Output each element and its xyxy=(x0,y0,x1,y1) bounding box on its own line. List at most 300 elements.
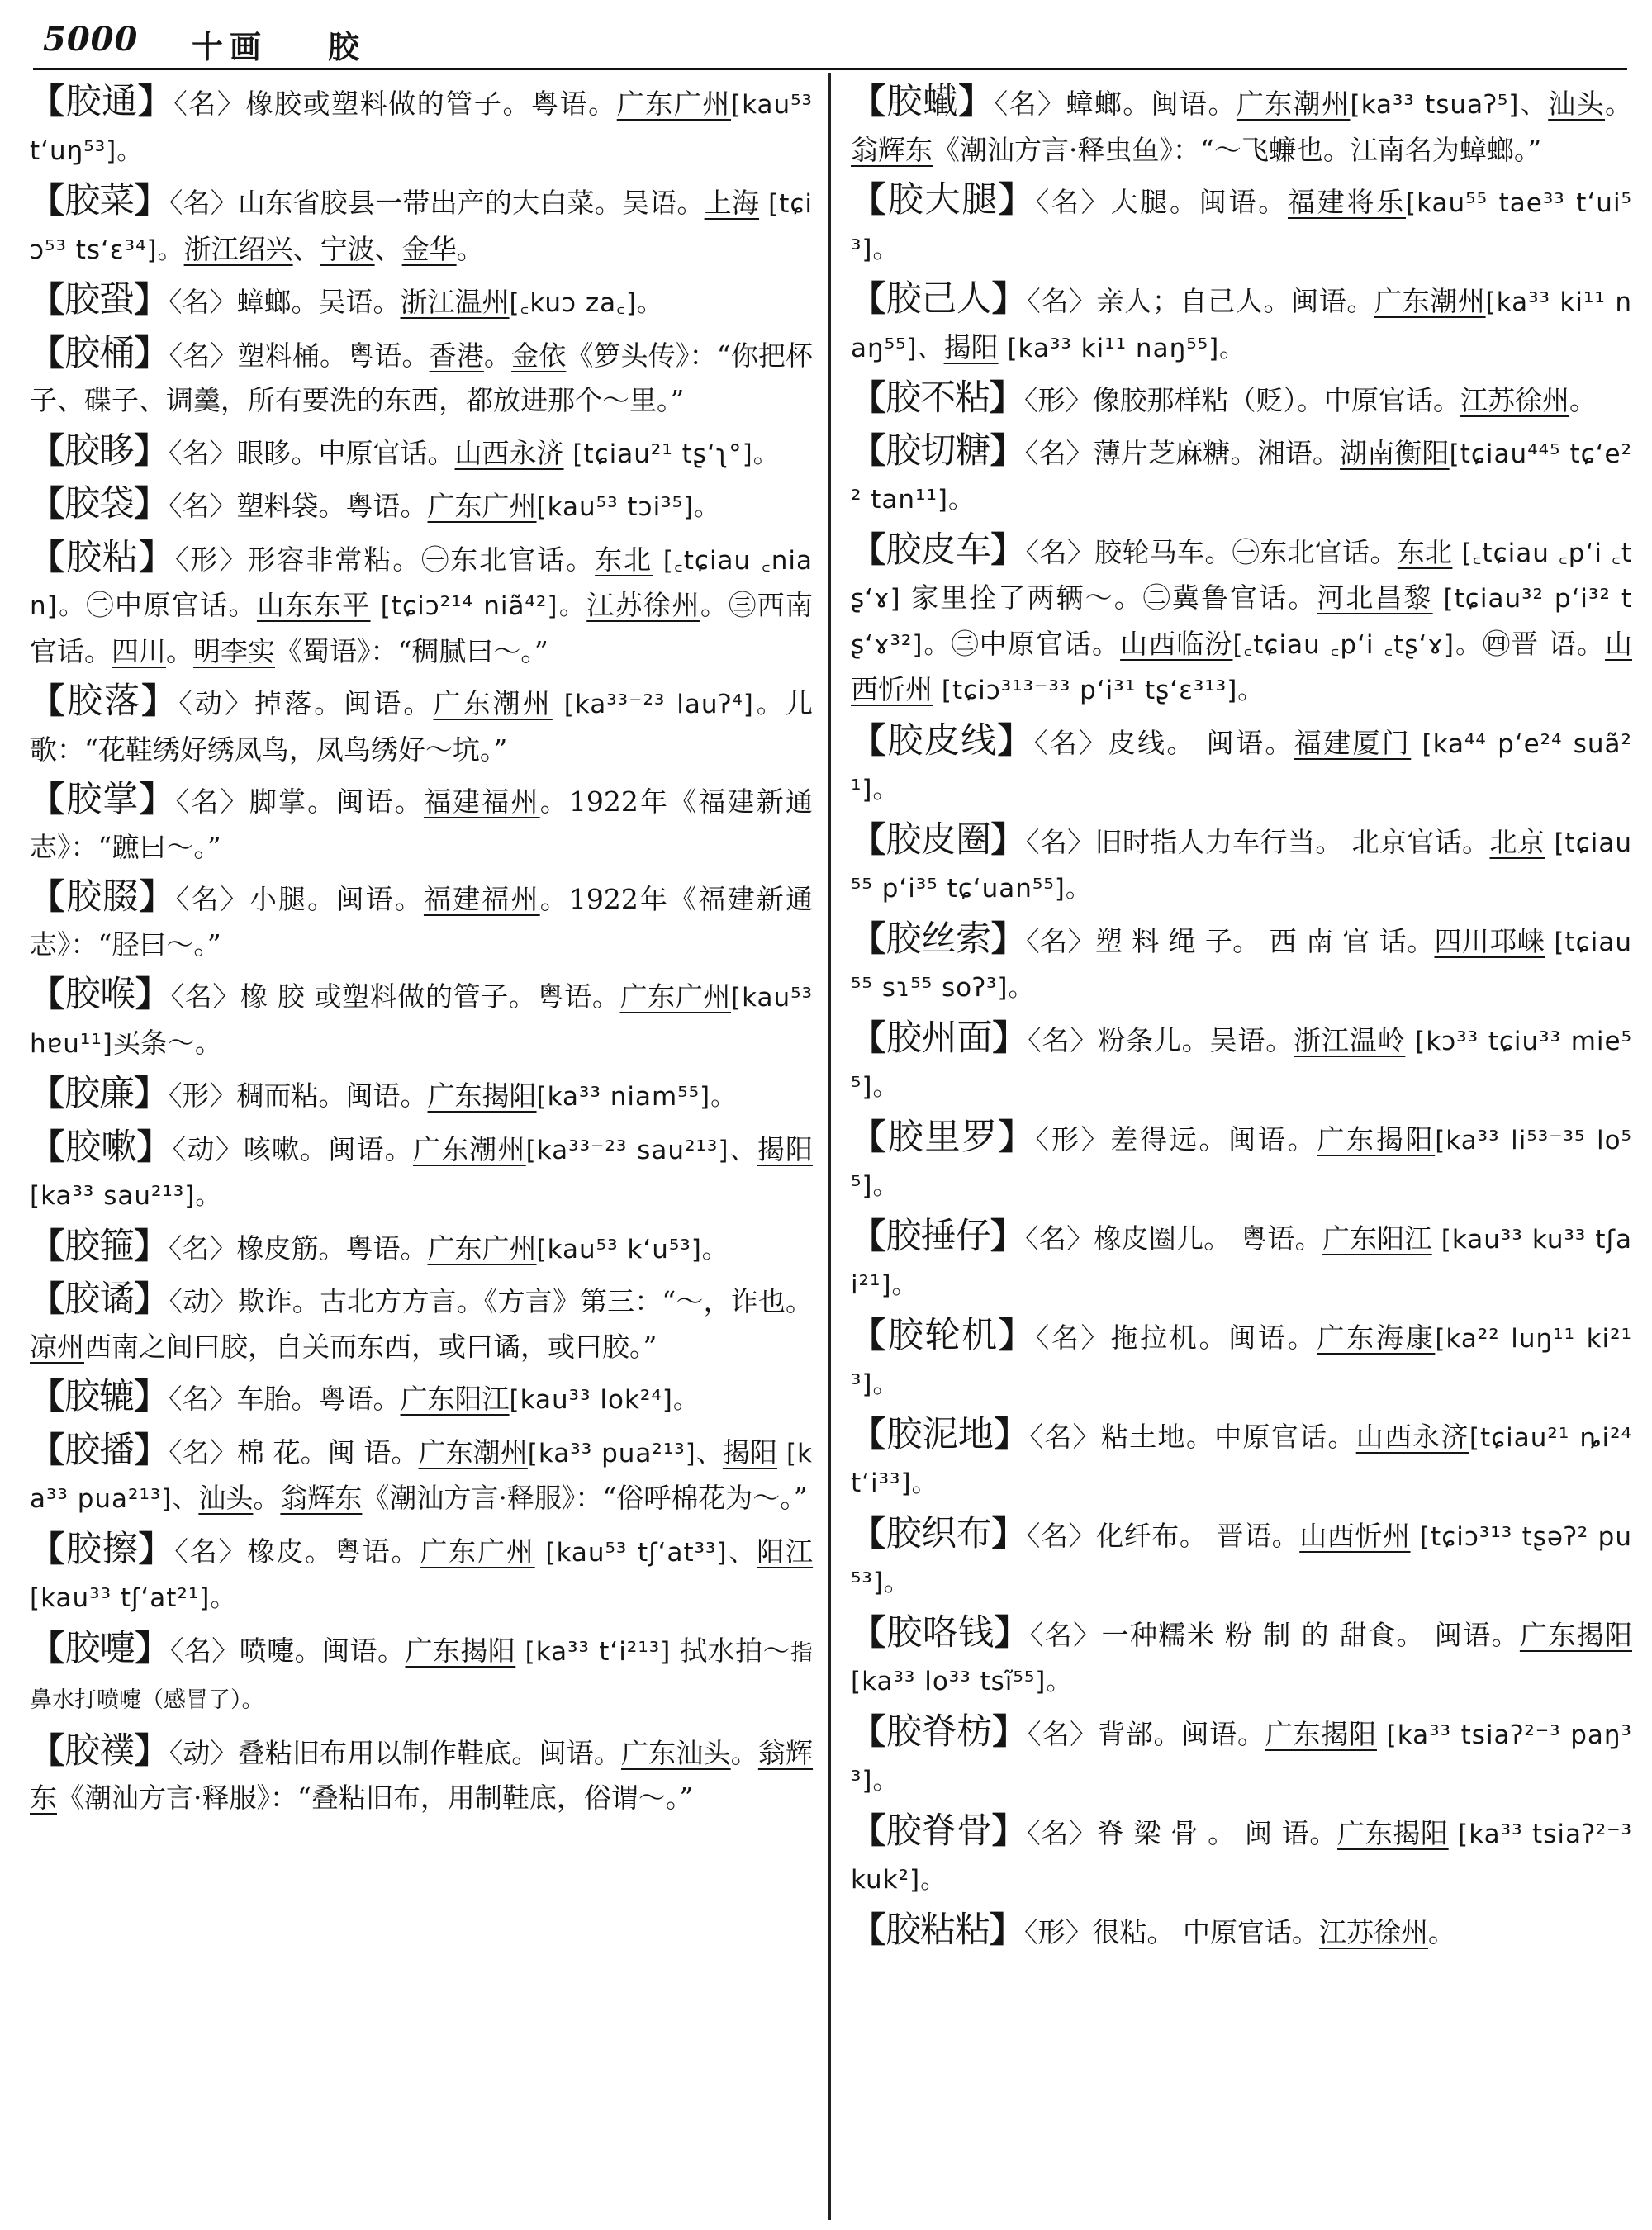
header-rule xyxy=(33,68,1627,70)
close-bracket: 】 xyxy=(992,1017,1028,1058)
entry-headword: 胶皮圈 xyxy=(885,818,991,861)
dictionary-entry xyxy=(851,178,1632,272)
pronunciation: [ka³³ tsuaʔ⁵]、 xyxy=(1350,90,1549,120)
definition-text: 塑料袋。粤语。 xyxy=(236,490,428,522)
place-name: 广东潮州 xyxy=(418,1435,528,1468)
place-name: 江苏徐州 xyxy=(1460,384,1570,416)
place-name: 香港 xyxy=(429,339,484,372)
part-of-speech: 〈名〉 xyxy=(1028,1717,1098,1750)
open-bracket: 【 xyxy=(851,529,886,570)
pronunciation: [kau⁵⁵ tae³³ t‘ui⁵³]。 xyxy=(851,188,1632,264)
entry-headword: 胶粘 xyxy=(65,536,139,578)
open-bracket: 【 xyxy=(851,278,886,319)
place-name: 山西永济 xyxy=(454,436,564,469)
dictionary-entry xyxy=(851,1710,1632,1804)
open-bracket: 【 xyxy=(851,1710,886,1752)
place-name: 广东广州 xyxy=(616,88,731,120)
definition-text: 胶轮马车。㊀东北官话。 xyxy=(1094,535,1398,568)
place-name: 江苏徐州 xyxy=(1319,1915,1429,1948)
place-name: 浙江温岭 xyxy=(1294,1023,1406,1056)
definition-text: 买条～。 xyxy=(112,1026,222,1059)
definition-text: 。㊂西南官话。 xyxy=(30,589,814,667)
entry-headword: 胶皮车 xyxy=(885,529,991,571)
close-bracket: 】 xyxy=(990,918,1027,959)
definition-text: 。 xyxy=(730,1736,758,1769)
close-bracket: 】 xyxy=(139,779,176,819)
place-name: 金华 xyxy=(401,232,457,265)
place-name: 广东汕头 xyxy=(621,1736,731,1769)
pronunciation: [tɕiau⁵⁵ sɿ⁵⁵ soʔ³]。 xyxy=(851,927,1632,1003)
part-of-speech: 〈名〉 xyxy=(169,1231,237,1264)
close-bracket: 】 xyxy=(139,876,176,917)
dictionary-entry xyxy=(30,1626,813,1724)
place-name: 广东揭阳 xyxy=(427,1079,537,1112)
definition-text: 。 xyxy=(253,1482,281,1514)
entry-headword: 胶泥地 xyxy=(886,1413,995,1455)
dictionary-entry xyxy=(30,535,813,675)
open-bracket: 【 xyxy=(30,536,66,577)
entry-headword: 胶轮机 xyxy=(887,1314,999,1356)
entry-headword: 胶脊骨 xyxy=(885,1810,992,1852)
entry-headword: 胶谲 xyxy=(64,1279,135,1320)
pronunciation: [kau³³ lok²⁴]。 xyxy=(509,1385,700,1415)
gloss-note: 指鼻水打喷嚏（感冒了）。 xyxy=(30,1639,814,1713)
part-of-speech: 〈名〉 xyxy=(169,1634,240,1667)
close-bracket: 】 xyxy=(998,1314,1036,1355)
part-of-speech: 〈名〉 xyxy=(175,785,249,818)
close-bracket: 】 xyxy=(134,1376,169,1416)
open-bracket: 【 xyxy=(851,377,886,418)
close-bracket: 】 xyxy=(990,529,1026,570)
definition-text: 大腿。闽语。 xyxy=(1110,186,1288,218)
part-of-speech: 〈名〉 xyxy=(1029,1420,1101,1453)
close-bracket: 】 xyxy=(134,483,169,524)
dictionary-entry xyxy=(851,429,1632,523)
place-name: 福建福州 xyxy=(423,785,540,818)
part-of-speech: 〈名〉 xyxy=(1035,186,1111,218)
open-bracket: 【 xyxy=(30,681,68,721)
dictionary-entry xyxy=(30,777,813,870)
close-bracket: 】 xyxy=(990,818,1026,860)
entry-headword: 胶袋 xyxy=(64,483,135,524)
dictionary-entry xyxy=(851,1313,1632,1407)
definition-text: 橡胶或塑料做的管子。粤语。 xyxy=(245,88,617,120)
open-bracket: 【 xyxy=(30,429,65,471)
close-bracket: 】 xyxy=(990,377,1025,418)
place-name: 翁辉东 xyxy=(280,1482,363,1514)
pronunciation: [ka³³ sau²¹³]。 xyxy=(30,1181,222,1211)
part-of-speech: 〈名〉 xyxy=(1027,1816,1097,1849)
part-of-speech: 〈名〉 xyxy=(1026,924,1095,957)
definition-text: 化纤布。 晋语。 xyxy=(1096,1519,1300,1552)
place-name: 山西永济 xyxy=(1355,1420,1469,1453)
definition-text: 橡 胶 或塑料做的管子。粤语。 xyxy=(240,980,620,1013)
entry-headword: 胶嚏 xyxy=(64,1627,135,1669)
dictionary-entry xyxy=(851,1511,1632,1606)
left-column xyxy=(30,79,813,1826)
part-of-speech: 〈名〉 xyxy=(1024,436,1094,469)
definition-text: 家里拴了两辆～。㊁冀鲁官话。 xyxy=(900,581,1317,614)
entry-headword: 胶丝索 xyxy=(885,918,991,960)
entry-headword: 胶粘粘 xyxy=(885,1909,990,1951)
definition-text: 亲人；自己人。闽语。 xyxy=(1096,285,1375,317)
pronunciation: [tɕiɔ²¹⁴ niã⁴²]。 xyxy=(370,591,587,621)
close-bracket: 】 xyxy=(997,719,1034,761)
place-name: 福建将乐 xyxy=(1288,186,1406,218)
entry-headword: 胶襆 xyxy=(64,1729,135,1772)
open-bracket: 【 xyxy=(30,279,65,320)
definition-text: 差得远。闽语。 xyxy=(1110,1122,1317,1155)
pronunciation: [kau⁵³ tʃ‘at³³]、 xyxy=(534,1537,757,1568)
place-name: 四川邛崃 xyxy=(1434,924,1545,957)
close-bracket: 】 xyxy=(991,1512,1027,1554)
pronunciation: [tɕiau³² p‘i³² tʂ‘ɤ³²]。 xyxy=(851,584,1632,660)
definition-text: 很粘。 中原官话。 xyxy=(1092,1915,1320,1948)
open-bracket: 【 xyxy=(30,1528,66,1569)
place-name: 揭阳 xyxy=(943,330,999,363)
dictionary-entry xyxy=(30,278,813,326)
pronunciation: [kau³³ ku³³ tʃai²¹]。 xyxy=(851,1224,1632,1300)
definition-text: 像胶那样粘（贬）。中原官话。 xyxy=(1092,384,1461,416)
part-of-speech: 〈名〉 xyxy=(1035,1321,1111,1354)
open-bracket: 【 xyxy=(30,1279,65,1319)
open-bracket: 【 xyxy=(30,876,67,917)
dictionary-entry xyxy=(851,1412,1632,1506)
close-bracket: 】 xyxy=(991,278,1028,319)
open-bracket: 【 xyxy=(851,1611,887,1653)
entry-headword: 胶织布 xyxy=(885,1512,992,1554)
place-name: 山西忻州 xyxy=(1299,1519,1411,1552)
place-name: 北京 xyxy=(1489,825,1545,858)
part-of-speech: 〈形〉 xyxy=(174,543,249,576)
close-bracket: 】 xyxy=(994,1611,1030,1653)
entry-headword: 胶脊枋 xyxy=(885,1710,993,1753)
place-name: 阳江 xyxy=(757,1535,814,1568)
entry-headword: 胶眵 xyxy=(64,429,135,472)
open-bracket: 【 xyxy=(30,483,65,524)
place-name: 翁辉东 xyxy=(30,1736,814,1814)
definition-text: 拭水拍～ xyxy=(671,1634,791,1667)
open-bracket: 【 xyxy=(30,1126,66,1167)
definition-text: 《潮汕方言·释虫鱼》：“～飞蠊也。江南名为蟑螂。” xyxy=(933,133,1542,166)
place-name: 广东海康 xyxy=(1317,1321,1436,1354)
part-of-speech: 〈名〉 xyxy=(170,980,240,1013)
definition-text: 塑料桶。粤语。 xyxy=(237,339,430,372)
place-name: 明李实 xyxy=(193,634,275,667)
dictionary-entry xyxy=(30,482,813,530)
place-name: 金依 xyxy=(511,339,567,372)
close-bracket: 】 xyxy=(134,1429,169,1470)
pronunciation: [tɕiɔ⁵³ ts‘ɛ³⁴]。 xyxy=(30,189,814,265)
close-bracket: 】 xyxy=(138,536,175,577)
place-name: 广东阳江 xyxy=(400,1383,510,1415)
definition-text: 橡皮。粤语。 xyxy=(247,1535,420,1568)
place-name: 广东广州 xyxy=(420,1535,535,1568)
dictionary-entry xyxy=(30,429,813,477)
definition-text: 背部。闽语。 xyxy=(1097,1717,1265,1750)
open-bracket: 【 xyxy=(851,1017,886,1058)
entry-headword: 胶桶 xyxy=(64,332,135,374)
open-bracket: 【 xyxy=(851,179,888,220)
part-of-speech: 〈名〉 xyxy=(1028,1023,1099,1056)
close-bracket: 】 xyxy=(999,179,1036,220)
entry-headword: 胶喉 xyxy=(64,974,135,1015)
pronunciation: [ka³³⁻²³ sau²¹³]、 xyxy=(525,1135,757,1165)
place-name: 广东潮州 xyxy=(433,687,553,719)
dictionary-entry xyxy=(30,875,813,967)
open-bracket: 【 xyxy=(851,719,888,761)
close-bracket: 】 xyxy=(136,1126,173,1167)
entry-headword: 胶擦 xyxy=(65,1528,139,1570)
definition-text: 掉落。闽语。 xyxy=(254,687,434,719)
definition-text: ㊂中原官话。 xyxy=(951,627,1121,660)
pronunciation: [tɕiau²¹ tʂ‘ʅ°]。 xyxy=(563,439,780,469)
place-name: 东北 xyxy=(595,543,653,576)
definition-text: 小腿。闽语。 xyxy=(249,883,424,915)
place-name: 广东潮州 xyxy=(1374,285,1486,317)
index-character: 胶 xyxy=(328,28,360,65)
dictionary-entry xyxy=(851,917,1632,1011)
dictionary-entry xyxy=(30,79,813,173)
part-of-speech: 〈形〉 xyxy=(1024,1915,1093,1948)
definition-text: 脚掌。闽语。 xyxy=(249,785,424,818)
close-bracket: 】 xyxy=(990,1909,1025,1950)
dictionary-entry xyxy=(30,1527,813,1621)
place-name: 四川 xyxy=(112,634,166,667)
entry-headword: 胶廉 xyxy=(64,1073,135,1114)
place-name: 宁波 xyxy=(320,232,375,265)
definition-text: 粘土地。中原官话。 xyxy=(1100,1420,1356,1453)
pronunciation: [꜀kuɔ za꜀]。 xyxy=(509,288,663,318)
dictionary-entry xyxy=(30,1224,813,1273)
definition-text: 形容非常粘。㊀东北官话。 xyxy=(248,543,596,576)
open-bracket: 【 xyxy=(851,1810,886,1851)
pronunciation: [tɕiau⁵⁵ p‘i³⁵ tɕ‘uan⁵⁵]。 xyxy=(851,828,1633,904)
pronunciation: [ka⁴⁴ p‘e²⁴ suã²¹]。 xyxy=(851,728,1632,804)
place-name: 福建福州 xyxy=(423,883,540,915)
open-bracket: 【 xyxy=(30,1729,65,1771)
place-name: 上海 xyxy=(704,187,760,219)
close-bracket: 】 xyxy=(137,81,174,121)
open-bracket: 【 xyxy=(30,1225,65,1266)
page-header xyxy=(43,15,1629,63)
dictionary-entry xyxy=(851,376,1632,424)
pronunciation: [tɕiɔ³¹³⁻³³ p‘i³¹ tʂ‘ɛ³¹³]。 xyxy=(933,676,1265,705)
page-number: 5000 xyxy=(43,20,139,59)
definition-text: 。 xyxy=(1569,384,1597,416)
pronunciation: [ka³³ pua²¹³]、 xyxy=(30,1438,814,1514)
definition-text: 《潮汕方言·释服》：“俗呼棉花为～。” xyxy=(362,1482,808,1514)
dictionary-entry xyxy=(851,277,1632,371)
part-of-speech: 〈名〉 xyxy=(1025,535,1095,568)
entry-headword: 胶州面 xyxy=(885,1017,993,1059)
definition-text: 喷嚏。闽语。 xyxy=(239,1634,406,1667)
definition-text: 。1922年《福建新通志》：“蹠曰～。” xyxy=(30,785,813,863)
place-name: 广东广州 xyxy=(427,490,537,522)
place-name: 湖南衡阳 xyxy=(1340,436,1450,469)
open-bracket: 【 xyxy=(30,81,66,121)
definition-text: 蟑螂。吴语。 xyxy=(236,286,401,318)
part-of-speech: 〈名〉 xyxy=(1025,825,1095,858)
place-name: 揭阳 xyxy=(722,1435,778,1468)
place-name: 广东揭阳 xyxy=(1337,1816,1449,1849)
pronunciation: [ka³³ ki¹¹ naŋ⁵⁵]、 xyxy=(851,287,1632,363)
definition-text: 眼眵。中原官话。 xyxy=(236,436,455,469)
definition-text: 、 xyxy=(292,232,320,265)
entry-headword: 胶大腿 xyxy=(887,179,999,221)
part-of-speech: 〈形〉 xyxy=(169,1079,237,1112)
open-bracket: 【 xyxy=(30,1627,65,1668)
place-name: 广东广州 xyxy=(620,980,732,1013)
definition-text: 、 xyxy=(374,232,402,265)
part-of-speech: 〈名〉 xyxy=(174,1535,248,1568)
open-bracket: 【 xyxy=(851,1215,886,1256)
definition-text: 薄片芝麻糖。湘语。 xyxy=(1093,436,1341,469)
definition-text: 车胎。粤语。 xyxy=(236,1383,401,1415)
place-name: 浙江温州 xyxy=(400,286,510,318)
pronunciation: [ka³³ tsiaʔ²⁻³ kuk²]。 xyxy=(851,1819,1632,1895)
place-name: 广东揭阳 xyxy=(1265,1717,1377,1750)
part-of-speech: 〈形〉 xyxy=(1024,384,1093,416)
dictionary-entry xyxy=(30,1125,813,1219)
open-bracket: 【 xyxy=(851,1116,888,1157)
close-bracket: 】 xyxy=(141,681,179,721)
dictionary-entry xyxy=(30,331,813,424)
pronunciation: [kɔ³³ tɕiu³³ mie⁵⁵]。 xyxy=(851,1026,1633,1102)
entry-headword: 胶蠘 xyxy=(886,81,959,122)
dictionary-entry xyxy=(851,1809,1632,1903)
part-of-speech: 〈名〉 xyxy=(173,88,246,120)
definition-text: 橡皮筋。粤语。 xyxy=(236,1231,428,1264)
dictionary-entry xyxy=(30,1071,813,1120)
pronunciation: [꜀tɕiau ꜀p‘i ꜀tʂ‘ɤ] xyxy=(851,538,1632,614)
close-bracket: 】 xyxy=(135,974,171,1014)
pronunciation: [ka³³ ki¹¹ naŋ⁵⁵]。 xyxy=(998,333,1246,363)
dictionary-entry xyxy=(851,719,1632,813)
entry-headword: 胶己人 xyxy=(885,278,992,320)
dictionary-entry xyxy=(30,1374,813,1423)
open-bracket: 【 xyxy=(851,1314,888,1355)
pronunciation: [kau⁵³ hɐu¹¹] xyxy=(30,983,814,1059)
close-bracket: 】 xyxy=(134,180,169,221)
part-of-speech: 〈名〉 xyxy=(1026,1519,1097,1552)
definition-text: 。1922年《福建新通志》：“胫曰～。” xyxy=(30,883,813,961)
part-of-speech: 〈名〉 xyxy=(169,339,238,372)
open-bracket: 【 xyxy=(851,918,886,959)
open-bracket: 【 xyxy=(851,81,887,121)
place-name: 福建厦门 xyxy=(1294,726,1412,759)
place-name: 广东揭阳 xyxy=(1519,1618,1632,1651)
definition-text: “你把杯子、碟子、调羹，所有要洗的东西，都放进那个～里。” xyxy=(30,339,814,416)
entry-headword: 胶咯钱 xyxy=(886,1611,995,1654)
open-bracket: 【 xyxy=(30,1376,65,1416)
open-bracket: 【 xyxy=(851,1413,887,1454)
dictionary-entry xyxy=(851,1115,1632,1209)
pronunciation: [kau³³ tʃ‘at²¹]。 xyxy=(30,1583,237,1613)
dictionary-entry xyxy=(851,1908,1632,1956)
entry-headword: 胶播 xyxy=(64,1429,135,1471)
pronunciation: [kau⁵³ t‘uŋ⁵³]。 xyxy=(30,90,813,166)
part-of-speech: 〈动〉 xyxy=(178,687,255,719)
place-name: 凉州 xyxy=(30,1330,84,1363)
pronunciation: [tɕiɔ³¹³ tʂəʔ² pu⁵³]。 xyxy=(851,1521,1632,1597)
column-divider xyxy=(828,73,831,2220)
dictionary-entry xyxy=(851,818,1632,912)
part-of-speech: 〈名〉 xyxy=(169,286,237,318)
place-name: 山东东平 xyxy=(256,589,371,621)
open-bracket: 【 xyxy=(851,818,886,860)
place-name: 江苏徐州 xyxy=(586,589,700,621)
close-bracket: 】 xyxy=(134,1729,169,1771)
dictionary-entry xyxy=(30,1277,813,1369)
place-name: 广东阳江 xyxy=(1322,1222,1432,1255)
part-of-speech: 〈名〉 xyxy=(169,1435,237,1468)
place-name: 山西临汾 xyxy=(1120,627,1233,660)
definition-text: 咳嗽。闽语。 xyxy=(243,1132,413,1165)
pronunciation: [ka³³⁻²³ lauʔ⁴]。 xyxy=(552,690,786,719)
dictionary-entry xyxy=(851,1016,1632,1110)
definition-text: 旧时指人力车行当。 北京官话。 xyxy=(1094,825,1490,858)
place-name: 广东潮州 xyxy=(1236,88,1351,120)
entry-headword: 胶切糖 xyxy=(885,429,990,472)
part-of-speech: 〈名〉 xyxy=(1033,726,1108,759)
close-bracket: 】 xyxy=(990,429,1025,471)
definition-text: 拖拉机。闽语。 xyxy=(1110,1321,1317,1354)
definition-text: 西南之间曰胶，自关而东西，或曰谲，或曰胶。” xyxy=(84,1330,657,1363)
close-bracket: 】 xyxy=(992,1710,1028,1752)
right-column xyxy=(851,79,1632,1960)
dictionary-entry xyxy=(30,972,813,1066)
definition-text: 。 xyxy=(1428,1915,1456,1948)
pronunciation: [ka³³ lo³³ tsĩ⁵⁵]。 xyxy=(851,1667,1073,1696)
place-name: 汕头 xyxy=(198,1482,254,1514)
definition-text: 儿歌：“花鞋绣好绣凤鸟，凤鸟绣好～坑。” xyxy=(30,687,814,766)
entry-headword: 胶箍 xyxy=(64,1225,135,1267)
entry-headword: 胶辘 xyxy=(64,1376,135,1417)
entry-headword: 胶皮线 xyxy=(887,719,998,762)
definition-text: 蟑螂。闽语。 xyxy=(1066,88,1237,120)
close-bracket: 】 xyxy=(998,1116,1036,1157)
definition-text: 山东省胶县一带出产的大白菜。吴语。 xyxy=(238,187,705,219)
pronunciation: [ka²² luŋ¹¹ ki²¹³]。 xyxy=(851,1323,1633,1399)
entry-headword: 胶嗽 xyxy=(65,1126,137,1168)
open-bracket: 【 xyxy=(30,974,65,1014)
entry-headword: 胶落 xyxy=(67,681,142,722)
pronunciation: [ka³³ t‘i²¹³] xyxy=(515,1636,672,1667)
place-name: 广东广州 xyxy=(427,1231,537,1264)
place-name: 广东揭阳 xyxy=(405,1634,516,1667)
pronunciation: [tɕiau²¹ ȵi²⁴ t‘i³³]。 xyxy=(851,1422,1633,1498)
pronunciation: [ka³³ tsiaʔ²⁻³ paŋ³³]。 xyxy=(851,1720,1632,1796)
close-bracket: 】 xyxy=(990,1215,1026,1256)
dictionary-entry xyxy=(851,79,1632,173)
close-bracket: 】 xyxy=(991,1810,1028,1851)
definition-text: 。 xyxy=(1605,88,1633,120)
definition-text: 稠而粘。闽语。 xyxy=(236,1079,428,1112)
dictionary-entry xyxy=(30,1428,813,1522)
dictionary-entry xyxy=(30,178,813,273)
part-of-speech: 〈名〉 xyxy=(169,1383,237,1415)
close-bracket: 】 xyxy=(134,1073,169,1113)
place-name: 广东揭阳 xyxy=(1317,1122,1436,1155)
pronunciation: [ka³³ niam⁵⁵]。 xyxy=(536,1082,738,1112)
part-of-speech: 〈名〉 xyxy=(1027,285,1097,317)
definition-text: 脊 梁 骨 。 闽 语。 xyxy=(1096,1816,1338,1849)
part-of-speech: 〈名〉 xyxy=(1029,1618,1102,1651)
part-of-speech: 〈名〉 xyxy=(169,187,239,219)
definition-text: 棉 花。闽 语。 xyxy=(237,1435,419,1468)
close-bracket: 】 xyxy=(134,332,169,373)
